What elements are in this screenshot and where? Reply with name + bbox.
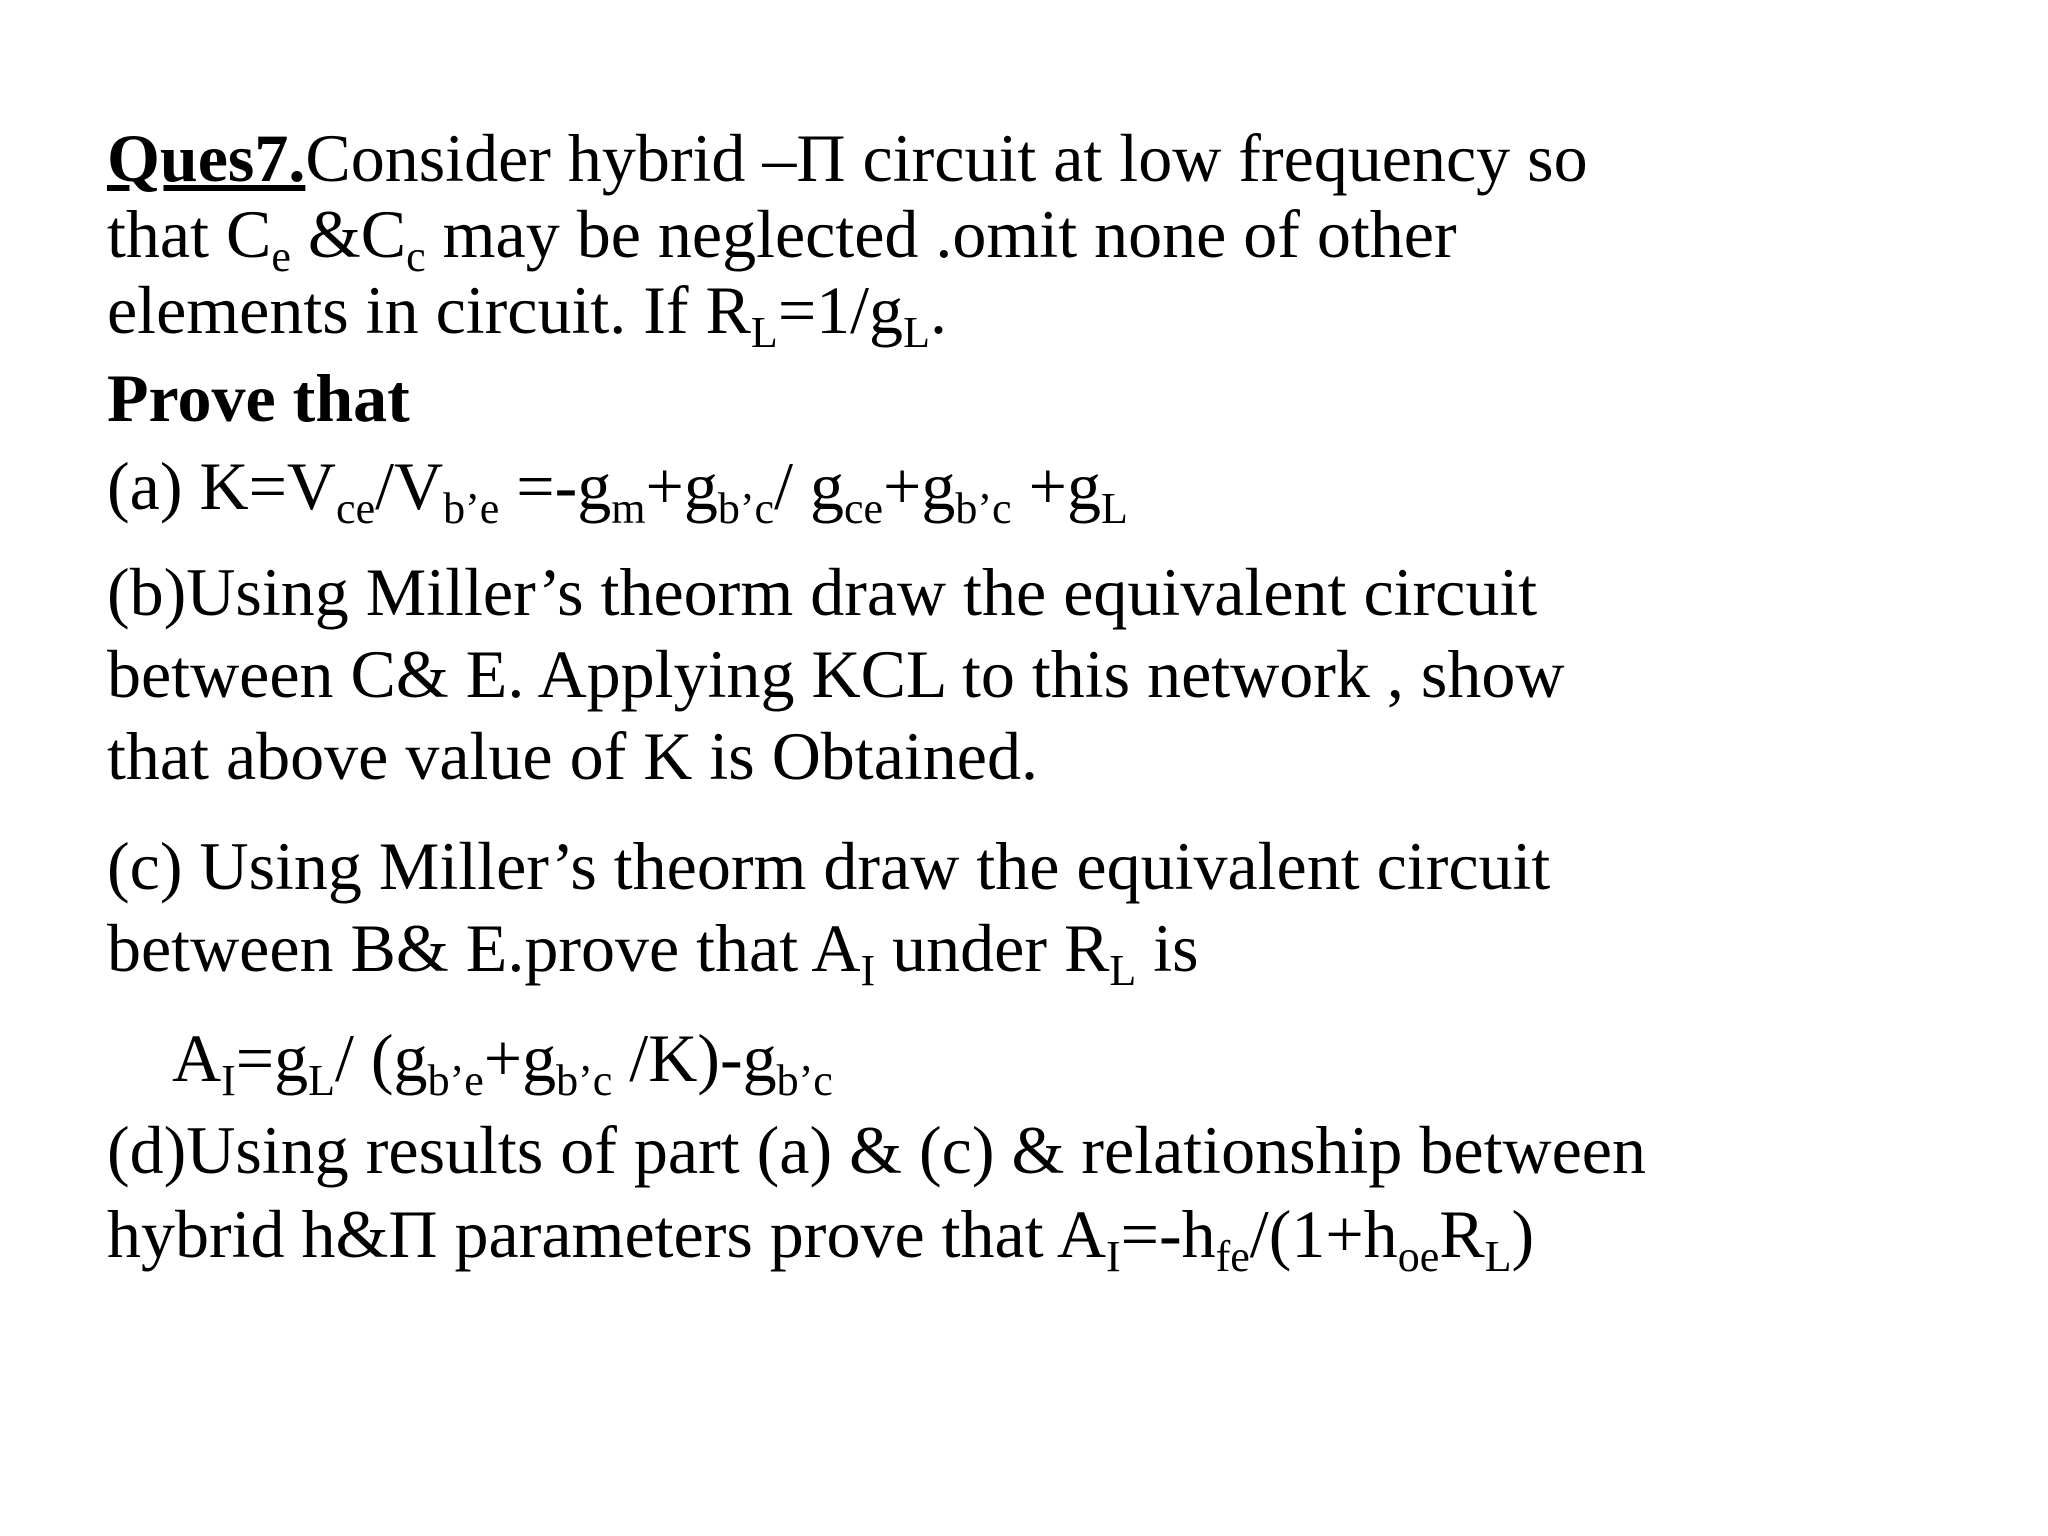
text-fragment: between B& E.prove that A bbox=[107, 910, 861, 986]
subscript: fe bbox=[1215, 1232, 1250, 1281]
text-fragment: =g bbox=[235, 1020, 309, 1096]
subscript: L bbox=[308, 1056, 336, 1105]
subscript: b’c bbox=[776, 1056, 833, 1105]
part-a-equation bbox=[107, 448, 1128, 533]
text-fragment: that C bbox=[107, 196, 272, 272]
question-label: Ques7. bbox=[107, 120, 306, 196]
text-fragment: may be neglected .omit none of other bbox=[425, 196, 1457, 272]
text-fragment: (a) K=V bbox=[107, 448, 337, 524]
subscript: b’c bbox=[717, 484, 775, 533]
question-line-2 bbox=[107, 196, 1457, 281]
subscript: L bbox=[750, 308, 778, 357]
part-c-line-2 bbox=[107, 910, 1199, 995]
subscript: L bbox=[1109, 946, 1137, 995]
part-d-line-2 bbox=[107, 1196, 1535, 1281]
text-fragment: A bbox=[172, 1020, 222, 1096]
subscript: oe bbox=[1397, 1232, 1440, 1281]
part-b-line-2: between C& E. Applying KCL to this network , show bbox=[107, 636, 1565, 712]
text-fragment: hybrid h&Π parameters prove that A bbox=[107, 1196, 1106, 1272]
subscript: b’c bbox=[556, 1056, 613, 1105]
question-line-1 bbox=[107, 120, 1588, 196]
subscript: L bbox=[1100, 484, 1128, 533]
text-fragment: ) bbox=[1511, 1196, 1535, 1272]
text-fragment: +g bbox=[645, 448, 718, 524]
text-fragment: +g bbox=[883, 448, 956, 524]
subscript: L bbox=[903, 308, 930, 357]
text-fragment: /K)-g bbox=[612, 1020, 777, 1096]
part-d-line-1: (d)Using results of part (a) & (c) & relationship between bbox=[107, 1112, 1646, 1188]
part-c-line-1: (c) Using Miller’s theorm draw the equivalent circuit bbox=[107, 828, 1551, 904]
prove-heading: Prove that bbox=[107, 360, 410, 436]
subscript: L bbox=[1484, 1232, 1512, 1281]
text-fragment: / (g bbox=[335, 1020, 428, 1096]
subscript: b’e bbox=[443, 484, 500, 533]
text-fragment: +g bbox=[1011, 448, 1101, 524]
text-fragment: elements in circuit. If R bbox=[107, 272, 751, 348]
question-line-3 bbox=[107, 272, 947, 357]
subscript: I bbox=[860, 946, 876, 995]
subscript: m bbox=[611, 484, 646, 533]
subscript: ce bbox=[336, 484, 376, 533]
text-fragment: =1/g bbox=[777, 272, 904, 348]
subscript: b’c bbox=[955, 484, 1012, 533]
subscript: b’e bbox=[427, 1056, 484, 1105]
text-fragment: /V bbox=[375, 448, 444, 524]
part-b-line-3: that above value of K is Obtained. bbox=[107, 718, 1038, 794]
subscript: I bbox=[1105, 1232, 1121, 1281]
text-fragment: / g bbox=[774, 448, 844, 524]
text-fragment: under R bbox=[875, 910, 1110, 986]
text-fragment: =-g bbox=[499, 448, 612, 524]
text-fragment: &C bbox=[290, 196, 407, 272]
subscript: I bbox=[221, 1056, 236, 1105]
text-fragment: =-h bbox=[1120, 1196, 1216, 1272]
text-fragment: R bbox=[1439, 1196, 1485, 1272]
part-b-line-1: (b)Using Miller’s theorm draw the equivalent circuit bbox=[107, 554, 1538, 630]
subscript: e bbox=[271, 232, 291, 281]
text-fragment: +g bbox=[483, 1020, 557, 1096]
subscript: c bbox=[406, 232, 426, 281]
text-fragment: is bbox=[1136, 910, 1199, 986]
subscript: ce bbox=[843, 484, 884, 533]
text-fragment: . bbox=[929, 272, 947, 348]
part-c-equation bbox=[172, 1020, 833, 1105]
intro-text: Consider hybrid –Π circuit at low frequency so bbox=[305, 120, 1588, 196]
text-fragment: /(1+h bbox=[1249, 1196, 1398, 1272]
